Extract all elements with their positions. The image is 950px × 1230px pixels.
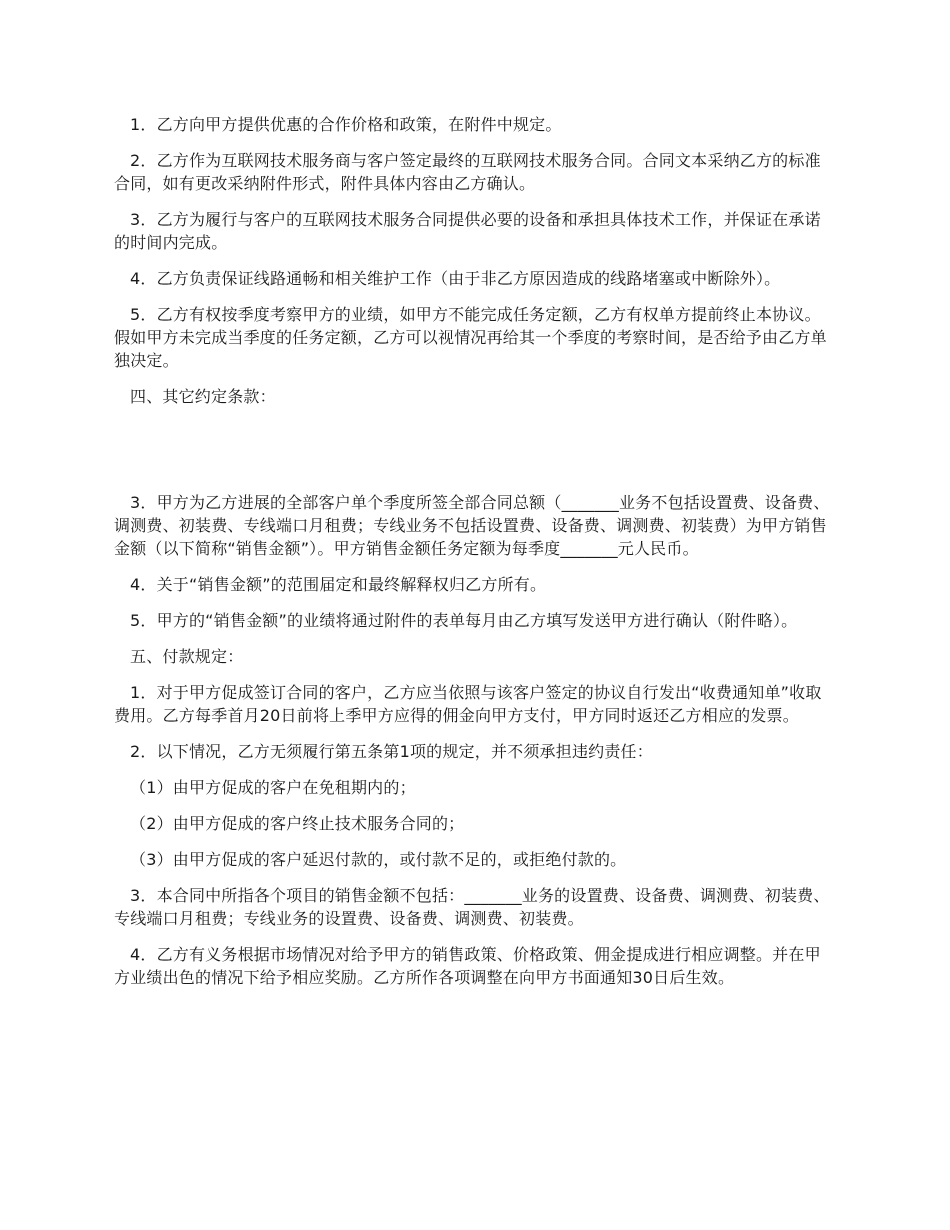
section-five-term-4: 4．乙方有义务根据市场情况对给予甲方的销售政策、价格政策、佣金提成进行相应调整。并在甲方业绩出色的情况下给予相应奖励。乙方所作各项调整在向甲方书面通知30日后生效。	[114, 945, 821, 987]
section-three-term-2: 2．乙方作为互联网技术服务商与客户签定最终的互联网技术服务合同。合同文本采纳乙方的标准合同，如有更改采纳附件形式，附件具体内容由乙方确认。	[114, 151, 821, 193]
section-five-term-3: 3．本合同中所指各个项目的销售金额不包括：_______业务的设置费、设备费、调测费、初装费、专线端口月租费；专线业务的设置费、设备费、调测费、初装费。	[114, 886, 830, 928]
blank-gap	[114, 421, 836, 491]
section-three-term-1: 1．乙方向甲方提供优惠的合作价格和政策，在附件中规定。	[130, 115, 562, 134]
section-five-subterm-3: （3）由甲方促成的客户延迟付款的，或付款不足的，或拒绝付款的。	[130, 850, 627, 869]
section-three-term-5: 5．乙方有权按季度考察甲方的业绩，如甲方不能完成任务定额，乙方有权单方提前终止本协议。假如甲方未完成当季度的任务定额，乙方可以视情况再给其一个季度的考察时间，是否给予由乙方单独决定。	[114, 305, 827, 370]
section-three-term-3: 3．乙方为履行与客户的互联网技术服务合同提供必要的设备和承担具体技术工作，并保证在承诺的时间内完成。	[114, 210, 821, 252]
section-five-subterm-2: （2）由甲方促成的客户终止技术服务合同的；	[130, 814, 465, 833]
section-four-term-3: 3．甲方为乙方进展的全部客户单个季度所签全部合同总额（_______业务不包括设置费、设备费、调测费、初装费、专线端口月租费；专线业务不包括设置费、设备费、调测费、初装费）为甲方销售金额（以下简称“销售金额”）。甲方销售金额任务定额为每季度_______元人民币。	[114, 493, 830, 558]
section-five-term-1: 1．对于甲方促成签订合同的客户，乙方应当依照与该客户签定的协议自行发出“收费通知单”收取费用。乙方每季首月20日前将上季甲方应得的佣金向甲方支付，甲方同时返还乙方相应的发票。	[114, 683, 822, 725]
section-four-term-4: 4．关于“销售金额”的范围届定和最终解释权归乙方所有。	[130, 575, 547, 594]
section-five-heading: 五、付款规定：	[130, 647, 244, 666]
section-four-term-5: 5．甲方的“销售金额”的业绩将通过附件的表单每月由乙方填写发送甲方进行确认（附件略）。	[130, 611, 798, 630]
section-four-heading: 四、其它约定条款：	[130, 387, 276, 406]
section-three-term-4: 4．乙方负责保证线路通畅和相关维护工作（由于非乙方原因造成的线路堵塞或中断除外）。	[130, 269, 781, 288]
section-five-term-2: 2．以下情况，乙方无须履行第五条第1项的规定，并不须承担违约责任：	[130, 742, 653, 761]
section-five-subterm-1: （1）由甲方促成的客户在免租期内的；	[130, 778, 416, 797]
